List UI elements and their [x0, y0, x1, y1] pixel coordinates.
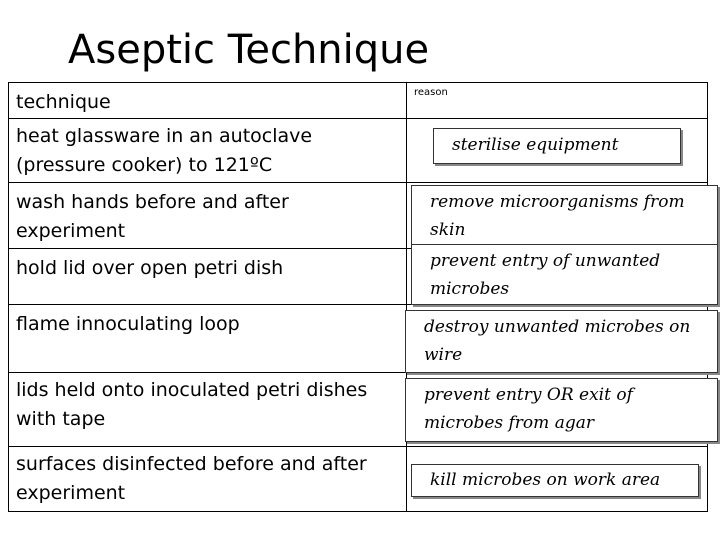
- technique-cell: lids held onto inoculated petri dishes with tape: [16, 379, 368, 430]
- header-technique: technique: [16, 91, 111, 113]
- technique-cell: wash hands before and after experiment: [16, 191, 289, 242]
- row-divider: [8, 446, 708, 447]
- technique-cell: hold lid over open petri dish: [16, 257, 284, 279]
- row-divider: [8, 182, 708, 183]
- header-reason: reason: [414, 87, 448, 98]
- reason-box[interactable]: sterilise equipment: [433, 128, 681, 164]
- row-divider: [8, 118, 708, 119]
- page-title: Aseptic Technique: [68, 27, 430, 73]
- reason-box[interactable]: prevent entry OR exit of microbes from agar: [405, 378, 718, 442]
- column-divider: [406, 82, 407, 512]
- technique-cell: heat glassware in an autoclave (pressure cooker) to 121ºC: [16, 125, 313, 176]
- technique-cell: surfaces disinfected before and after experiment: [16, 453, 367, 504]
- reason-box[interactable]: destroy unwanted microbes on wire: [405, 310, 718, 373]
- reason-box[interactable]: remove microorganisms from skin: [411, 185, 718, 249]
- reason-box[interactable]: kill microbes on work area: [411, 464, 699, 497]
- technique-cell: flame innoculating loop: [16, 313, 240, 335]
- reason-box[interactable]: prevent entry of unwanted microbes: [411, 244, 718, 305]
